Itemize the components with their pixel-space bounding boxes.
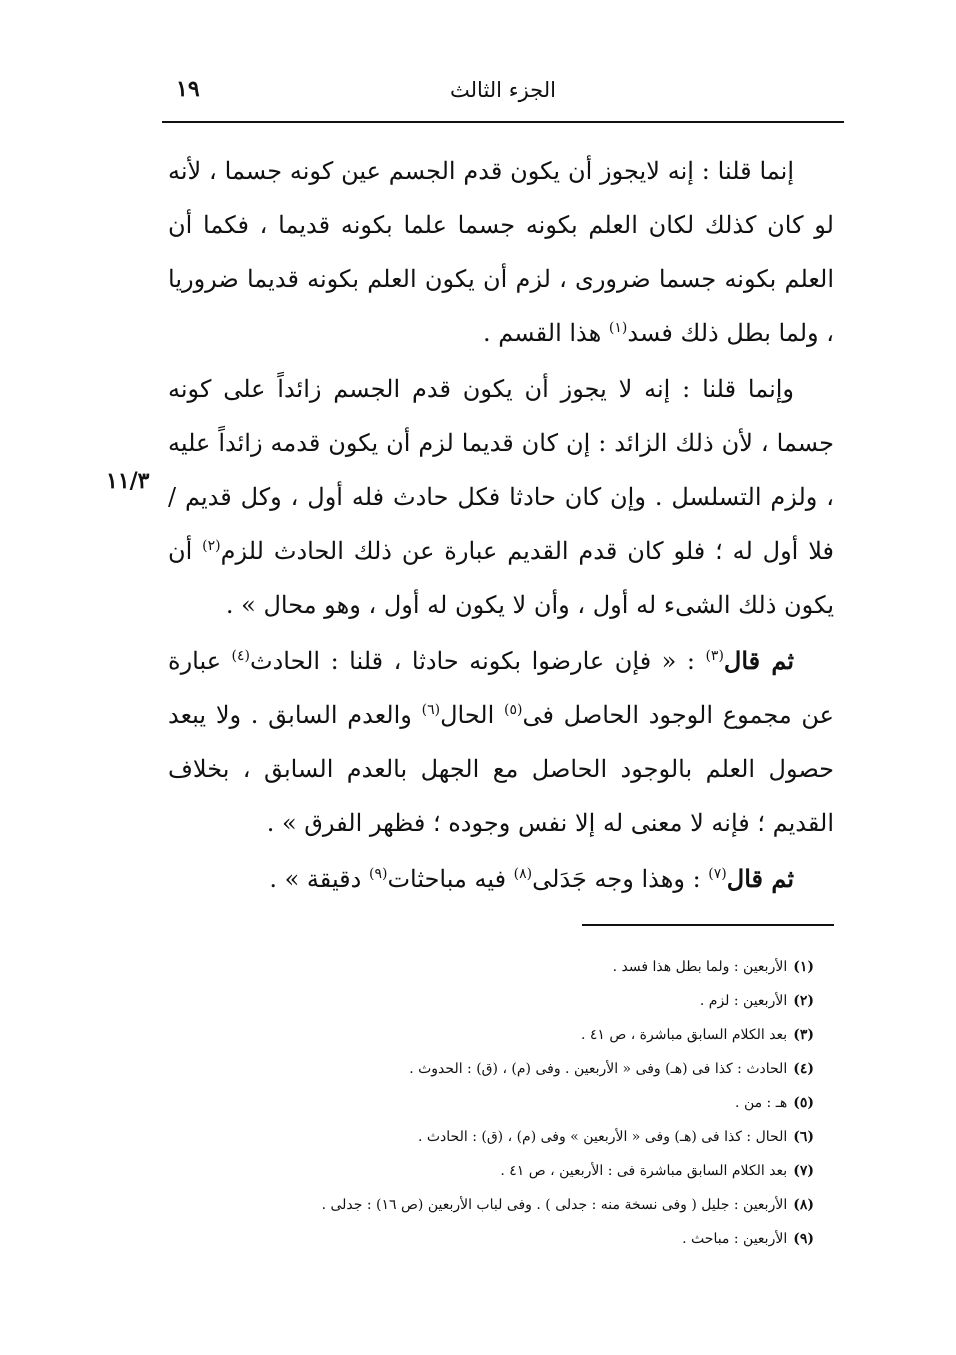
footnote-item (180, 1120, 814, 1154)
paragraph-1 (168, 144, 834, 360)
footnote-number: (٦) (793, 1129, 814, 1145)
main-text (168, 144, 834, 906)
footnote-ref: (٣) (705, 648, 724, 664)
paragraph-text: دقيقة » . (269, 865, 369, 893)
paragraph-text: أن يكون ذلك الشىء له أول ، وأن لا يكون له أول ، وهو محال » . (168, 537, 834, 619)
paragraph-text: إنما قلنا : إنه لايجوز أن يكون قدم الجسم عين كونه جسما ، لأنه لو كان كذلك لكان العلم بكونه جسما علما بكونه قديما ، فكما أن العلم بكونه جسما ضرورى ، لزم أن يكون العلم بكونه قديما ضروريا ، ولما بطل ذلك فسد (168, 157, 834, 347)
paragraph-lead: ثم قال (726, 864, 794, 893)
footnote-item (180, 1086, 814, 1120)
footnote-text: الأربعين : لزم . (699, 993, 788, 1009)
footnote-item (180, 1018, 814, 1052)
margin-folio-note: ١١/٣ (106, 468, 150, 494)
footnote-rule (582, 924, 834, 926)
paragraph-text: عبارة عن مجموع الوجود الحاصل فى (168, 647, 834, 729)
footnote-ref: (٧) (708, 866, 727, 882)
footnote-text: الأربعين : ولما بطل هذا فسد . (612, 959, 788, 975)
paragraph-text: فيه مباحثات (387, 865, 514, 893)
footnote-text: هـ : من . (735, 1095, 788, 1111)
paragraph-text: : « فإن عارضوا بكونه حادثا ، قلنا : الحادث (250, 647, 706, 675)
footnote-item (180, 984, 814, 1018)
footnote-item (180, 1188, 814, 1222)
header-rule (162, 121, 844, 123)
footnote-item (180, 1222, 814, 1256)
footnotes (180, 950, 814, 1256)
footnote-number: (٣) (793, 1027, 814, 1043)
footnote-ref: (٥) (504, 702, 523, 718)
footnote-text: الحادث : كذا فى (هـ) وفى « الأربعين . وفى (م) ، (ق) : الحدوث . (409, 1061, 788, 1077)
running-header (162, 74, 844, 118)
footnote-number: (١) (793, 959, 814, 975)
footnote-ref: (٤) (231, 648, 251, 664)
paragraph-text: وإنما قلنا : إنه لا يجوز أن يكون قدم الجسم زائداً على كونه جسما ، لأن ذلك الزائد : إن كان قديما لزم أن يكون قدمه زائداً عليه ، ولزم التسلسل . وإن كان حادثا فكل حادث فله أول ، وكل قديم / فلا أول له ؛ فلو كان قدم القديم عبارة عن ذلك الحادث للزم (168, 375, 834, 565)
footnote-text: بعد الكلام السابق مباشرة فى : الأربعين ، ص ٤١ . (500, 1163, 788, 1179)
footnote-text: الأربعين : مباحث . (682, 1231, 788, 1247)
paragraph-3 (168, 634, 834, 850)
paragraph-text: الحال (440, 701, 505, 729)
footnote-item (180, 950, 814, 984)
footnote-ref: (٦) (421, 702, 441, 718)
footnote-number: (٢) (793, 993, 814, 1009)
footnote-text: الأربعين : جليل ( وفى نسخة منه : جدلى ) . وفى لباب الأربعين (ص ١٦) : جدلى . (321, 1197, 788, 1213)
paragraph-2 (168, 362, 834, 632)
footnote-ref: (٩) (368, 866, 388, 882)
footnote-number: (٩) (793, 1231, 814, 1247)
paragraph-text: والعدم السابق . ولا يبعد حصول العلم بالوجود الحاصل مع الجهل بالعدم السابق ، بخلاف القديم ؛ فإنه لا معنى له إلا نفس وجوده ؛ فظهر الفرق » . (168, 701, 834, 837)
paragraph-lead: ثم قال (723, 646, 795, 675)
footnote-number: (٤) (793, 1061, 814, 1077)
page-number: ١٩ (176, 76, 200, 102)
paragraph-4 (168, 852, 834, 906)
footnote-text: بعد الكلام السابق مباشرة ، ص ٤١ . (580, 1027, 788, 1043)
footnote-number: (٧) (793, 1163, 814, 1179)
footnote-item (180, 1052, 814, 1086)
footnote-item (180, 1154, 814, 1188)
footnote-ref: (٢) (202, 538, 221, 554)
paragraph-text: هذا القسم . (482, 319, 609, 347)
footnote-number: (٨) (793, 1197, 814, 1213)
paragraph-text: : وهذا وجه جَدَلى (532, 865, 709, 893)
header-title: الجزء الثالث (450, 78, 556, 102)
footnote-number: (٥) (793, 1095, 814, 1111)
footnote-text: الحال : كذا فى (هـ) وفى « الأربعين » وفى (م) ، (ق) : الحادث . (417, 1129, 788, 1145)
footnote-ref: (١) (608, 320, 628, 336)
footnote-ref: (٨) (513, 866, 533, 882)
